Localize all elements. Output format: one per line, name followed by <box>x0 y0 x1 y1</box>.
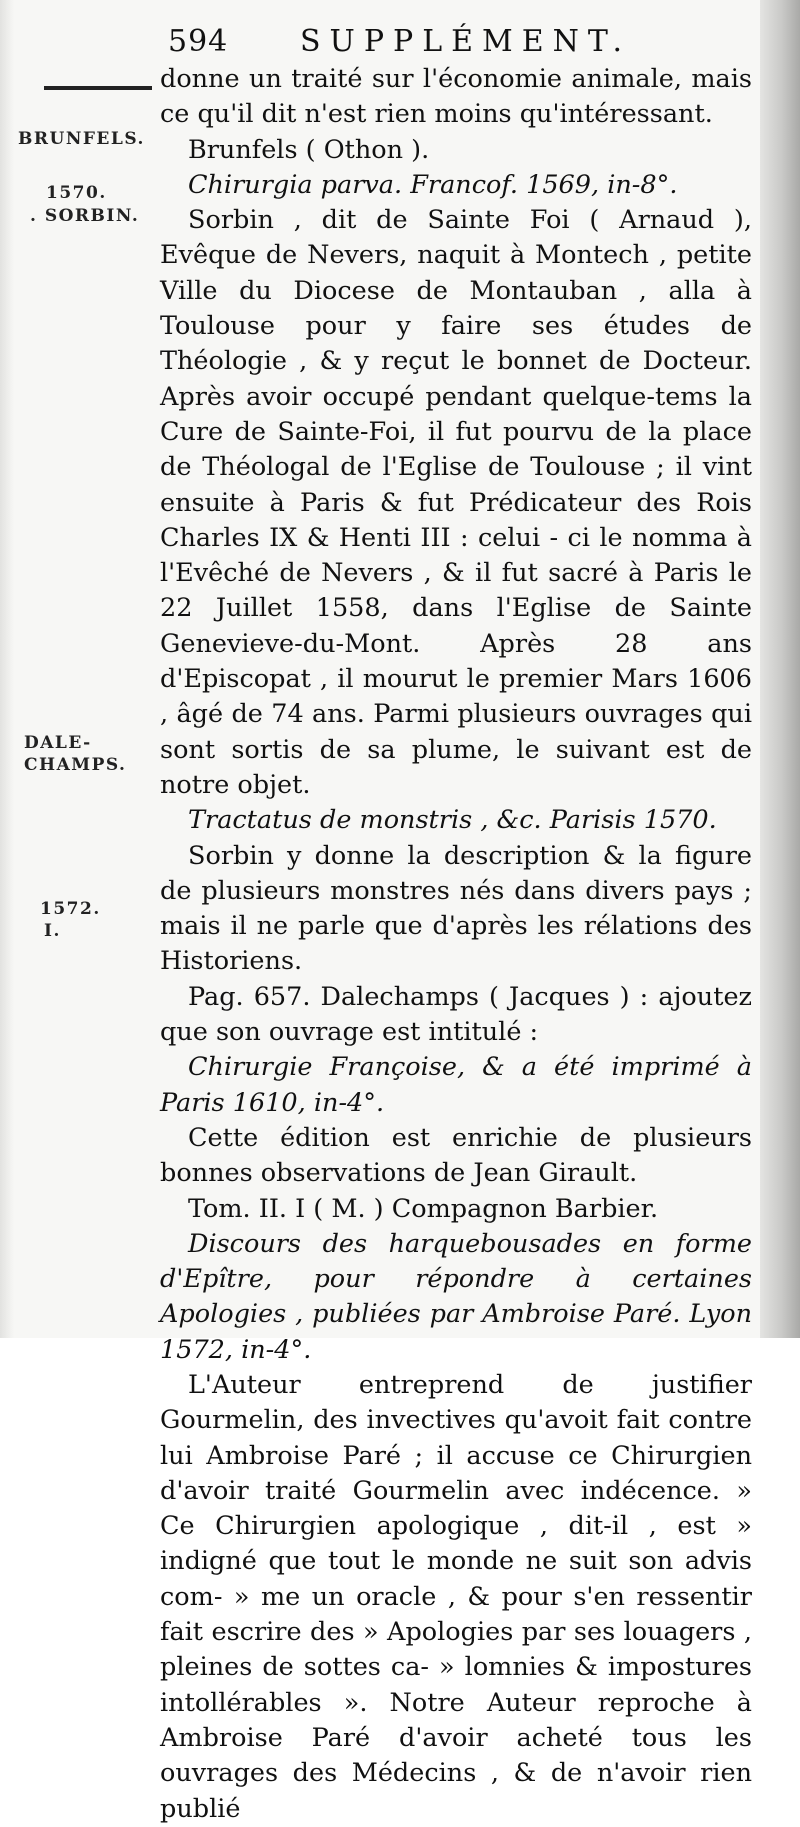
paragraph-dalechamps-title: Chirurgie Françoise, & a été imprimé à Paris 1610, in-4°. <box>160 1052 752 1118</box>
paragraph-continuation: donne un traité sur l'économie animale, mais ce qu'il dit n'est rien moins qu'intéressant. <box>160 64 752 130</box>
paragraph-compagnon: Tom. II. I ( M. ) Compagnon Barbier. <box>188 1193 659 1224</box>
paragraph-dalechamps: Pag. 657. Dalechamps ( Jacques ) : ajoutez que son ouvrage est intitulé : <box>160 981 752 1048</box>
paragraph-gourmelin: L'Auteur entreprend de justifier Gourmelin, des invectives qu'avoit fait contre lui Ambroise Paré ; il accuse ce Chirurgien d'avoir traité Gourmelin avec indécence. » Ce Chirurgien apologique , dit-il , est » indigné que tout le monde ne suit son advis com- » me un oracle , & pour s'en ressentir fait escrire des » Apologies par ses louagers , pleines de sottes ca- » lomnies & impostures intollérables ». Notre Auteur reproche à Ambroise Paré d'avoir acheté tous les ouvrages des Médecins , & de n'avoir rien publié <box>160 1369 752 1824</box>
book-spine-shadow <box>760 0 800 1338</box>
margin-note-year-1570: 1570. <box>46 183 107 203</box>
running-title: SUPPLÉMENT. <box>300 24 632 59</box>
margin-note-sorbin: . SORBIN. <box>30 206 140 226</box>
paragraph-sorbin-bio: Sorbin , dit de Sainte Foi ( Arnaud ), Evêque de Nevers, naquit à Montech , petite Ville du Diocese de Montauban , alla à Toulouse pour y faire ses études de Théologie , & y reçut le bonnet de Docteur. Après avoir occupé pendant quelque-tems la Cure de Sainte-Foi, il fut pourvu de la place de Théologal de l'Eglise de Toulouse ; il vint ensuite à Paris & fut Prédicateur des Rois Charles IX & Henti III : celui - ci le nomma à l'Evêché de Nevers , & il fut sacré à Paris le 22 Juillet 1558, dans l'Eglise de Sainte Genevieve-du-Mont. Après 28 ans d'Episcopat , il mourut le premier Mars 1606 , âgé de 74 ans. Parmi plusieurs ouvrages qui sont sortis de sa plume, le suivant est de notre objet. <box>160 205 752 800</box>
paragraph-brunfels-title: Chirurgia parva. Francof. 1569, in-8°. <box>188 169 678 200</box>
paragraph-sorbin-description: Sorbin y donne la description & la figure de plusieurs monstres nés dans divers pays ; mais il ne parle que d'après les rélations des Historiens. <box>160 840 752 977</box>
margin-note-dalechamps: DALE- CHAMPS. <box>24 733 127 775</box>
running-header <box>168 24 758 64</box>
paragraph-brunfels-name: Brunfels ( Othon ). <box>188 134 430 165</box>
paragraph-sorbin-title: Tractatus de monstris , &c. Parisis 1570. <box>188 805 717 836</box>
margin-note-brunfels: BRUNFELS. <box>18 129 145 149</box>
margin-note-year-1572: 1572. I. <box>40 899 101 941</box>
page-number: 594 <box>168 24 229 59</box>
continuation-rule <box>44 86 152 90</box>
page-left-edge <box>0 0 14 1338</box>
page-body <box>160 62 752 1827</box>
paragraph-edition-note: Cette édition est enrichie de plusieurs bonnes observations de Jean Girault. <box>160 1122 752 1189</box>
paragraph-discours-title: Discours des harquebousades en forme d'Epître, pour répondre à certaines Apologies , publiées par Ambroise Paré. Lyon 1572, in-4°. <box>160 1228 752 1365</box>
